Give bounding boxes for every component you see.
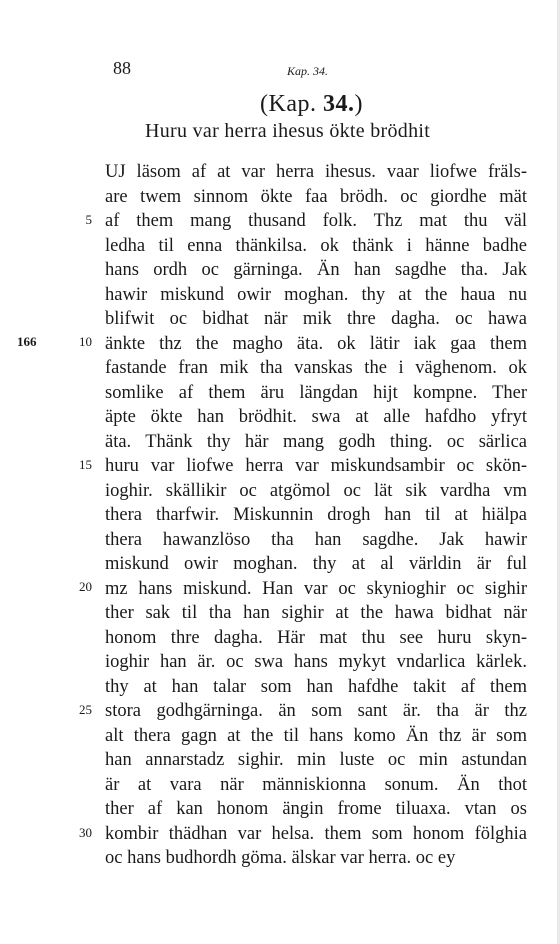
text-line: af them mang thusand folk. Thz mat thu väl (105, 211, 527, 231)
text-line: äpte ökte han brödhit. swa at alle hafdho yfryt (105, 407, 527, 427)
chapter-heading (260, 91, 363, 118)
text-line: äta. Thänk thy här mang godh thing. oc särlica (105, 432, 527, 452)
chapter-heading-close: ) (354, 91, 363, 117)
line-number: 10 (79, 334, 92, 349)
text-line: thy at han talar som han hafdhe takit af them (105, 677, 527, 697)
text-line: alt thera gagn at the til hans komo Än thz är som (105, 726, 527, 746)
line-number: 30 (79, 825, 92, 840)
text-line: mz hans miskund. Han var oc skynioghir oc sighir (105, 579, 527, 599)
text-line: honom thre dagha. Här mat thu see huru skyn- (105, 628, 527, 648)
chapter-number: 34. (322, 91, 355, 117)
running-head: Kap. 34. (287, 64, 329, 78)
margin-reference: 166 (17, 334, 37, 349)
text-line: stora godhgärninga. än som sant är. tha är thz (105, 701, 527, 721)
text-line: ledha til enna thänkilsa. ok thänk i hänne badhe (105, 236, 527, 256)
line-number: 15 (79, 457, 92, 472)
chapter-heading-open: (Kap. (260, 91, 323, 117)
text-line: are twem sinnom ökte faa brödh. oc giordhe mät (105, 187, 527, 207)
text-line: fastande fran mik tha vanskas the i väghenom. ok (105, 358, 527, 378)
text-line: ioghir. skällikir oc atgömol oc lät sik vardha vm (105, 481, 527, 501)
text-line: hawir miskund owir moghan. thy at the haua nu (105, 285, 527, 305)
text-line: miskund owir moghan. thy at al världin är ful (105, 554, 527, 574)
line-number: 25 (79, 702, 92, 717)
text-line: ther sak til tha han sighir at the hawa bidhat när (105, 603, 527, 623)
text-line: thera hawanzlöso tha han sagdhe. Jak hawir (105, 530, 527, 550)
text-line: huru var liofwe herra var miskundsambir oc skön- (105, 456, 527, 476)
text-line: ther af kan honom ängin frome tiluaxa. vtan os (105, 799, 527, 819)
page-number: 88 (113, 58, 131, 78)
text-line: kombir thädhan var helsa. them som honom fölghia (105, 824, 527, 844)
text-line: somlike af them äru längdan hijt kompne. Ther (105, 383, 527, 403)
text-line: är at vara när människionna sonum. Än thot (105, 775, 527, 795)
section-title: Huru var herra ihesus ökte brödhit (145, 120, 431, 142)
text-line: blifwit oc bidhat när mik thre dagha. oc hawa (105, 309, 527, 329)
line-number: 20 (79, 579, 92, 594)
text-line: änkte thz the magho äta. ok lätir iak gaa them (105, 334, 527, 354)
text-line: hans ordh oc gärninga. Än han sagdhe tha. Jak (105, 260, 527, 280)
line-number: 5 (85, 212, 92, 227)
text-line: UJ läsom af at var herra ihesus. vaar liofwe fräls- (105, 162, 527, 182)
text-line: thera tharfwir. Miskunnin drogh han til at hiälpa (105, 505, 527, 525)
text-line: oc hans budhordh göma. älskar var herra. oc ey (105, 848, 456, 868)
text-line: han annarstadz sighir. min luste oc min astundan (105, 750, 527, 770)
text-line: ioghir han är. oc swa hans mykyt vndarlica kärlek. (105, 652, 527, 672)
